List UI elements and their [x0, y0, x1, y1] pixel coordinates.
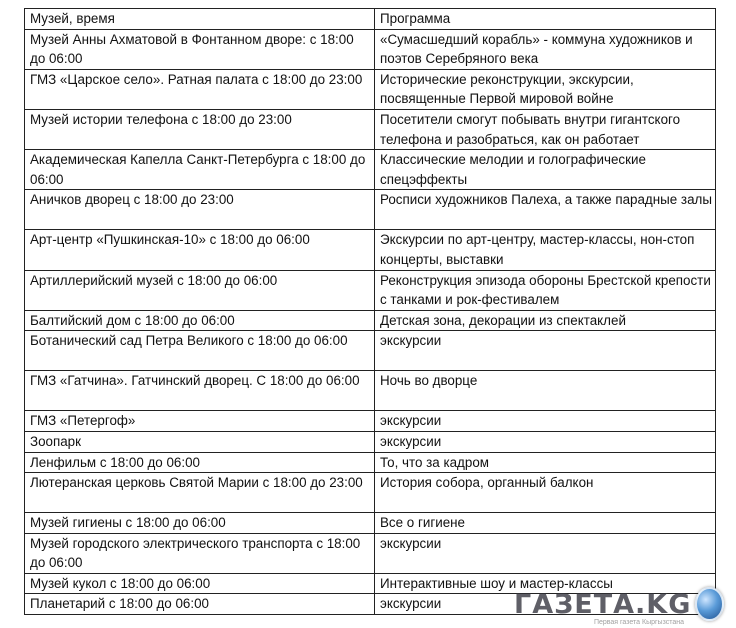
table-row [25, 431, 716, 452]
museum-cell: Музей истории телефона с 18:00 до 23:00 [25, 109, 375, 149]
museum-cell: Артиллерийский музей с 18:00 до 06:00 [25, 270, 375, 310]
program-cell: Детская зона, декорации из спектаклей [375, 310, 716, 331]
table-row [25, 594, 716, 615]
table-row [25, 473, 716, 513]
program-cell: Посетители смогут побывать внутри гигантского телефона и разобраться, как он работает [375, 109, 716, 149]
program-cell: История собора, органный балкон [375, 473, 716, 513]
table-row [25, 69, 716, 109]
program-cell: экскурсии [375, 411, 716, 432]
program-cell: Исторические реконструкции, экскурсии, посвященные Первой мировой войне [375, 69, 716, 109]
museum-cell: Музей гигиены с 18:00 до 06:00 [25, 513, 375, 534]
program-cell: экскурсии [375, 331, 716, 371]
museum-cell: Лютеранская церковь Святой Марии с 18:00 до 23:00 [25, 473, 375, 513]
museum-cell: Музей кукол с 18:00 до 06:00 [25, 573, 375, 594]
program-cell: «Сумасшедший корабль» - коммуна художников и поэтов Серебряного века [375, 29, 716, 69]
table-row [25, 150, 716, 190]
museum-cell: Музей Анны Ахматовой в Фонтанном дворе: с 18:00 до 06:00 [25, 29, 375, 69]
program-cell: Все о гигиене [375, 513, 716, 534]
table-header-row [25, 9, 716, 30]
museum-cell: Академическая Капелла Санкт-Петербурга с 18:00 до 06:00 [25, 150, 375, 190]
program-cell: Росписи художников Палеха, а также парадные залы [375, 190, 716, 230]
museum-cell: Балтийский дом с 18:00 до 06:00 [25, 310, 375, 331]
museum-cell: Планетарий с 18:00 до 06:00 [25, 594, 375, 615]
museum-cell: ГМЗ «Гатчина». Гатчинский дворец. С 18:00 до 06:00 [25, 371, 375, 411]
program-cell: Классические мелодии и голографические спецэффекты [375, 150, 716, 190]
museum-cell: Арт-центр «Пушкинская-10» с 18:00 до 06:00 [25, 230, 375, 270]
program-cell: экскурсии [375, 431, 716, 452]
program-cell: Интерактивные шоу и мастер-классы [375, 573, 716, 594]
program-cell: экскурсии [375, 533, 716, 573]
museum-cell: ГМЗ «Царское село». Ратная палата с 18:00 до 23:00 [25, 69, 375, 109]
museum-cell: ГМЗ «Петергоф» [25, 411, 375, 432]
table-row [25, 230, 716, 270]
table-row [25, 270, 716, 310]
table-row [25, 190, 716, 230]
program-cell: Экскурсии по арт-центру, мастер-классы, нон-стоп концерты, выставки [375, 230, 716, 270]
museum-schedule-table [24, 8, 716, 615]
museum-cell: Аничков дворец с 18:00 до 23:00 [25, 190, 375, 230]
table-row [25, 109, 716, 149]
table-row [25, 331, 716, 371]
table-row [25, 310, 716, 331]
table-row [25, 573, 716, 594]
table-row [25, 452, 716, 473]
museum-cell: Ленфильм с 18:00 до 06:00 [25, 452, 375, 473]
museum-cell: Зоопарк [25, 431, 375, 452]
museum-cell: Ботанический сад Петра Великого с 18:00 до 06:00 [25, 331, 375, 371]
table-row [25, 29, 716, 69]
table-row [25, 411, 716, 432]
program-cell: Реконструкция эпизода обороны Брестской крепости с танками и рок-фестивалем [375, 270, 716, 310]
museum-cell: Музей городского электрического транспорта с 18:00 до 06:00 [25, 533, 375, 573]
program-cell: экскурсии [375, 594, 716, 615]
table-row [25, 533, 716, 573]
watermark-tagline: Первая газета Кыргызстана [593, 619, 684, 626]
column-header-museum: Музей, время [25, 9, 375, 30]
table-row [25, 371, 716, 411]
watermark-logo-text: ГАЗЕТА.KG [514, 588, 692, 620]
column-header-program: Программа [375, 9, 716, 30]
program-cell: Ночь во дворце [375, 371, 716, 411]
schedule-table-wrapper [24, 8, 716, 615]
table-row [25, 513, 716, 534]
program-cell: То, что за кадром [375, 452, 716, 473]
